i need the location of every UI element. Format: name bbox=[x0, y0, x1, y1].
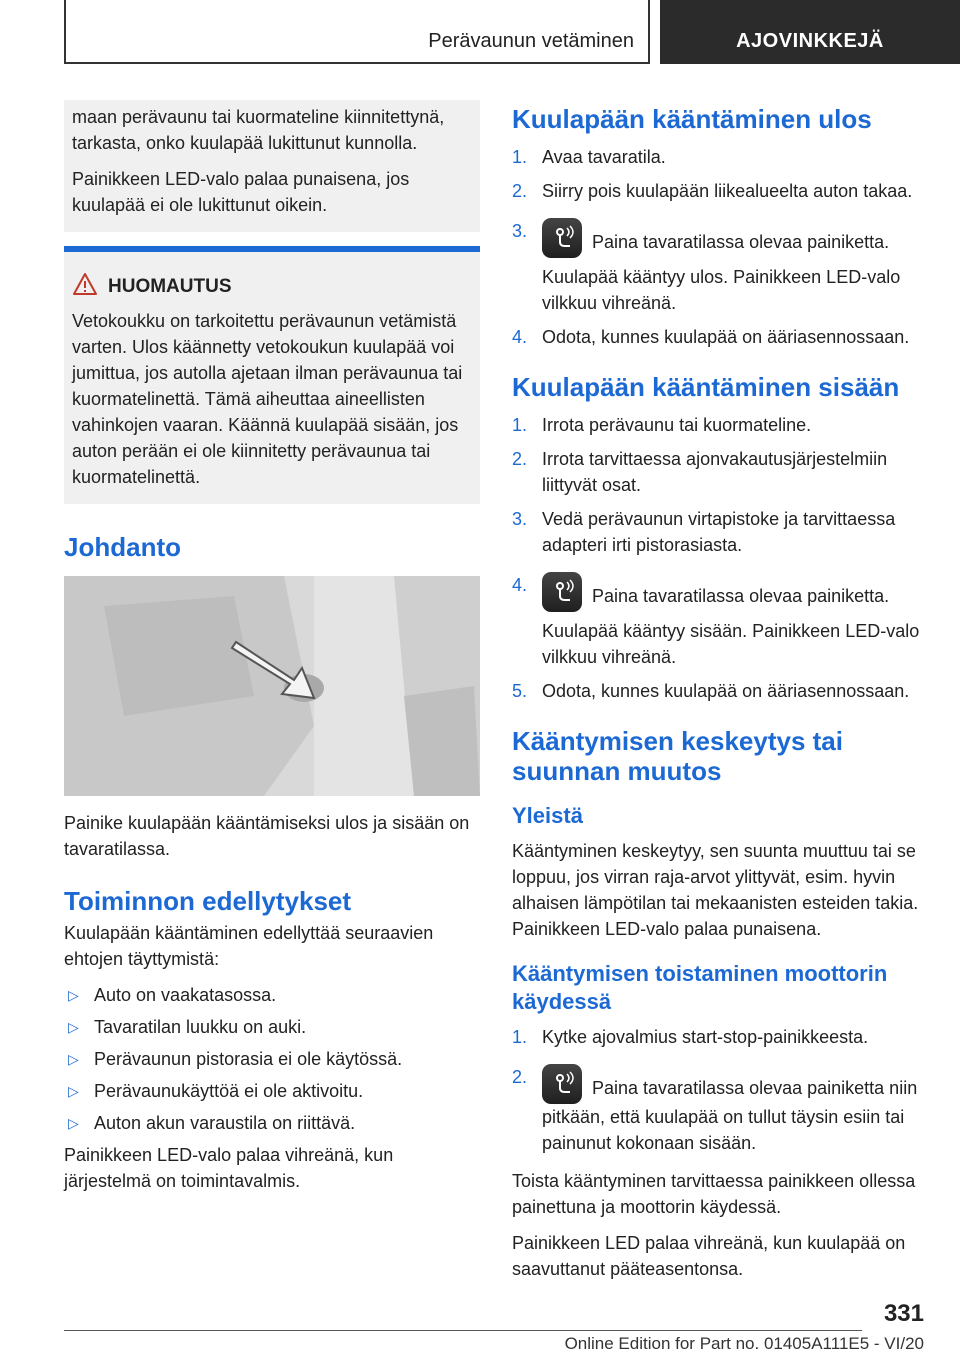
repeat-heading: Kääntymisen toistaminen moottorin käydessä bbox=[512, 961, 888, 1014]
intro-box bbox=[64, 100, 480, 232]
conditions-intro: Kuulapään kääntäminen edellyttää seuraavien ehtojen täyttymistä: bbox=[64, 923, 434, 969]
list-item: 5. Odota, kunnes kuulapää on ääriasennossaan. bbox=[512, 681, 910, 701]
list-item: 1. Avaa tavaratila. bbox=[512, 147, 666, 167]
conditions-heading: Toiminnon edellytykset bbox=[64, 886, 352, 916]
interrupt-heading: Kääntymisen keskeytys tai suunnan muutos bbox=[512, 726, 843, 786]
edition-note: Online Edition for Part no. 01405A111E5 - VI/20 bbox=[564, 1334, 924, 1353]
repeat-paragraph-1: Toista kääntyminen tarvittaessa painikkeen ollessa painettuna ja moottorin käydessä. bbox=[512, 1171, 916, 1217]
list-item: 4. Odota, kunnes kuulapää on ääriasennossaan. bbox=[512, 327, 910, 347]
list-item: ▷ Auton akun varaustila on riittävä. bbox=[64, 1110, 480, 1136]
footer-rule bbox=[64, 1330, 862, 1331]
triangle-bullet-icon: ▷ bbox=[68, 1051, 79, 1067]
in-steps bbox=[512, 412, 928, 704]
towbar-button-icon bbox=[542, 572, 582, 612]
list-item: 4. Paina tavaratilassa olevaa painiketta. Kuulapää kääntyy sisään. Painikkeen LED-valo vilkkuu vihreänä. bbox=[512, 572, 928, 670]
triangle-bullet-icon: ▷ bbox=[68, 1115, 79, 1131]
notice-header bbox=[72, 272, 472, 302]
in-heading: Kuulapään kääntäminen sisään bbox=[512, 372, 900, 402]
notice-text: Vetokoukku on tarkoitettu perävaunun vetämistä varten. Ulos käännetty vetokoukun kuulapää voi jumittua, jos autolla ajetaan ilman perävaunua tai kuormatelinettä. Tämä aiheuttaa aineellisten vahinkojen vaaran. Käännä kuulapää sisään, jos auton perään ei ole kiinnitetty perävaunua tai kuormatelinettä. bbox=[72, 311, 463, 487]
list-item: ▷ Perävaunukäyttöä ei ole aktivoitu. bbox=[64, 1078, 480, 1104]
header-rule-bottom bbox=[64, 62, 650, 64]
out-heading: Kuulapään kääntäminen ulos bbox=[512, 104, 872, 134]
list-item: ▷ Tavaratilan luukku on auki. bbox=[64, 1014, 480, 1040]
intro-paragraph-2: Painikkeen LED-valo palaa punaisena, jos kuulapää ei ole lukittunut oikein. bbox=[72, 169, 410, 215]
list-item: 1. Irrota perävaunu tai kuormateline. bbox=[512, 415, 812, 435]
triangle-bullet-icon: ▷ bbox=[68, 1019, 79, 1035]
list-item: 2. Siirry pois kuulapään liikealueelta auton takaa. bbox=[512, 181, 913, 201]
repeat-paragraph-2: Painikkeen LED palaa vihreänä, kun kuulapää on saavuttanut pääteasentonsa. bbox=[512, 1233, 906, 1279]
list-item: 2. Paina tavaratilassa olevaa painiketta niin pitkään, että kuulapää on tullut täysin esiin tai painunut kokonaan sisään. bbox=[512, 1064, 928, 1156]
notice-title: HUOMAUTUS bbox=[108, 276, 232, 297]
out-steps bbox=[512, 144, 928, 350]
section-title: Perävaunun vetäminen bbox=[428, 30, 634, 52]
triangle-bullet-icon: ▷ bbox=[68, 987, 79, 1003]
right-column bbox=[512, 100, 928, 1292]
towbar-button-icon bbox=[542, 1064, 582, 1104]
repeat-steps bbox=[512, 1024, 928, 1156]
page-number: 331 bbox=[883, 1300, 924, 1327]
general-text: Kääntyminen keskeytyy, sen suunta muuttuu tai se loppuu, jos virran raja-arvot ylittyvät, esim. hyvin alhaisen lämpötilan tai mekaanisten esteiden takia. Painikkeen LED-valo palaa punaisena. bbox=[512, 841, 919, 939]
intro-paragraph-1: maan perävaunu tai kuormateline kiinnitettynä, tarkasta, onko kuulapää lukittunut kunnolla. bbox=[72, 107, 445, 153]
list-item: 3. Paina tavaratilassa olevaa painiketta. Kuulapää kääntyy ulos. Painikkeen LED-valo vilkkuu vihreänä. bbox=[512, 218, 928, 316]
trunk-photo bbox=[64, 576, 480, 796]
list-item: 3. Vedä perävaunun virtapistoke ja tarvittaessa adapteri irti pistorasiasta. bbox=[512, 509, 896, 555]
general-heading: Yleistä bbox=[512, 803, 583, 828]
list-item: ▷ Auto on vaakatasossa. bbox=[64, 982, 480, 1008]
notice-box bbox=[64, 246, 480, 504]
left-column bbox=[64, 100, 480, 1204]
chapter-tab: AJOVINKKEJÄ bbox=[660, 0, 960, 64]
list-item: 1. Kytke ajovalmius start-stop-painikkeesta. bbox=[512, 1027, 869, 1047]
list-item: ▷ Perävaunun pistorasia ei ole käytössä. bbox=[64, 1046, 480, 1072]
photo-caption: Painike kuulapään kääntämiseksi ulos ja sisään on tavaratilassa. bbox=[64, 813, 470, 859]
johdanto-heading: Johdanto bbox=[64, 532, 181, 562]
conditions-outro: Painikkeen LED-valo palaa vihreänä, kun järjestelmä on toimintavalmis. bbox=[64, 1145, 394, 1191]
towbar-button-icon bbox=[542, 218, 582, 258]
list-item: 2. Irrota tarvittaessa ajonvakautusjärjestelmiin liittyvät osat. bbox=[512, 449, 888, 495]
conditions-list bbox=[64, 982, 480, 1136]
header-rule-mid bbox=[648, 0, 650, 64]
header-rule-left bbox=[64, 0, 66, 64]
warning-triangle-icon bbox=[72, 272, 98, 302]
triangle-bullet-icon: ▷ bbox=[68, 1083, 79, 1099]
